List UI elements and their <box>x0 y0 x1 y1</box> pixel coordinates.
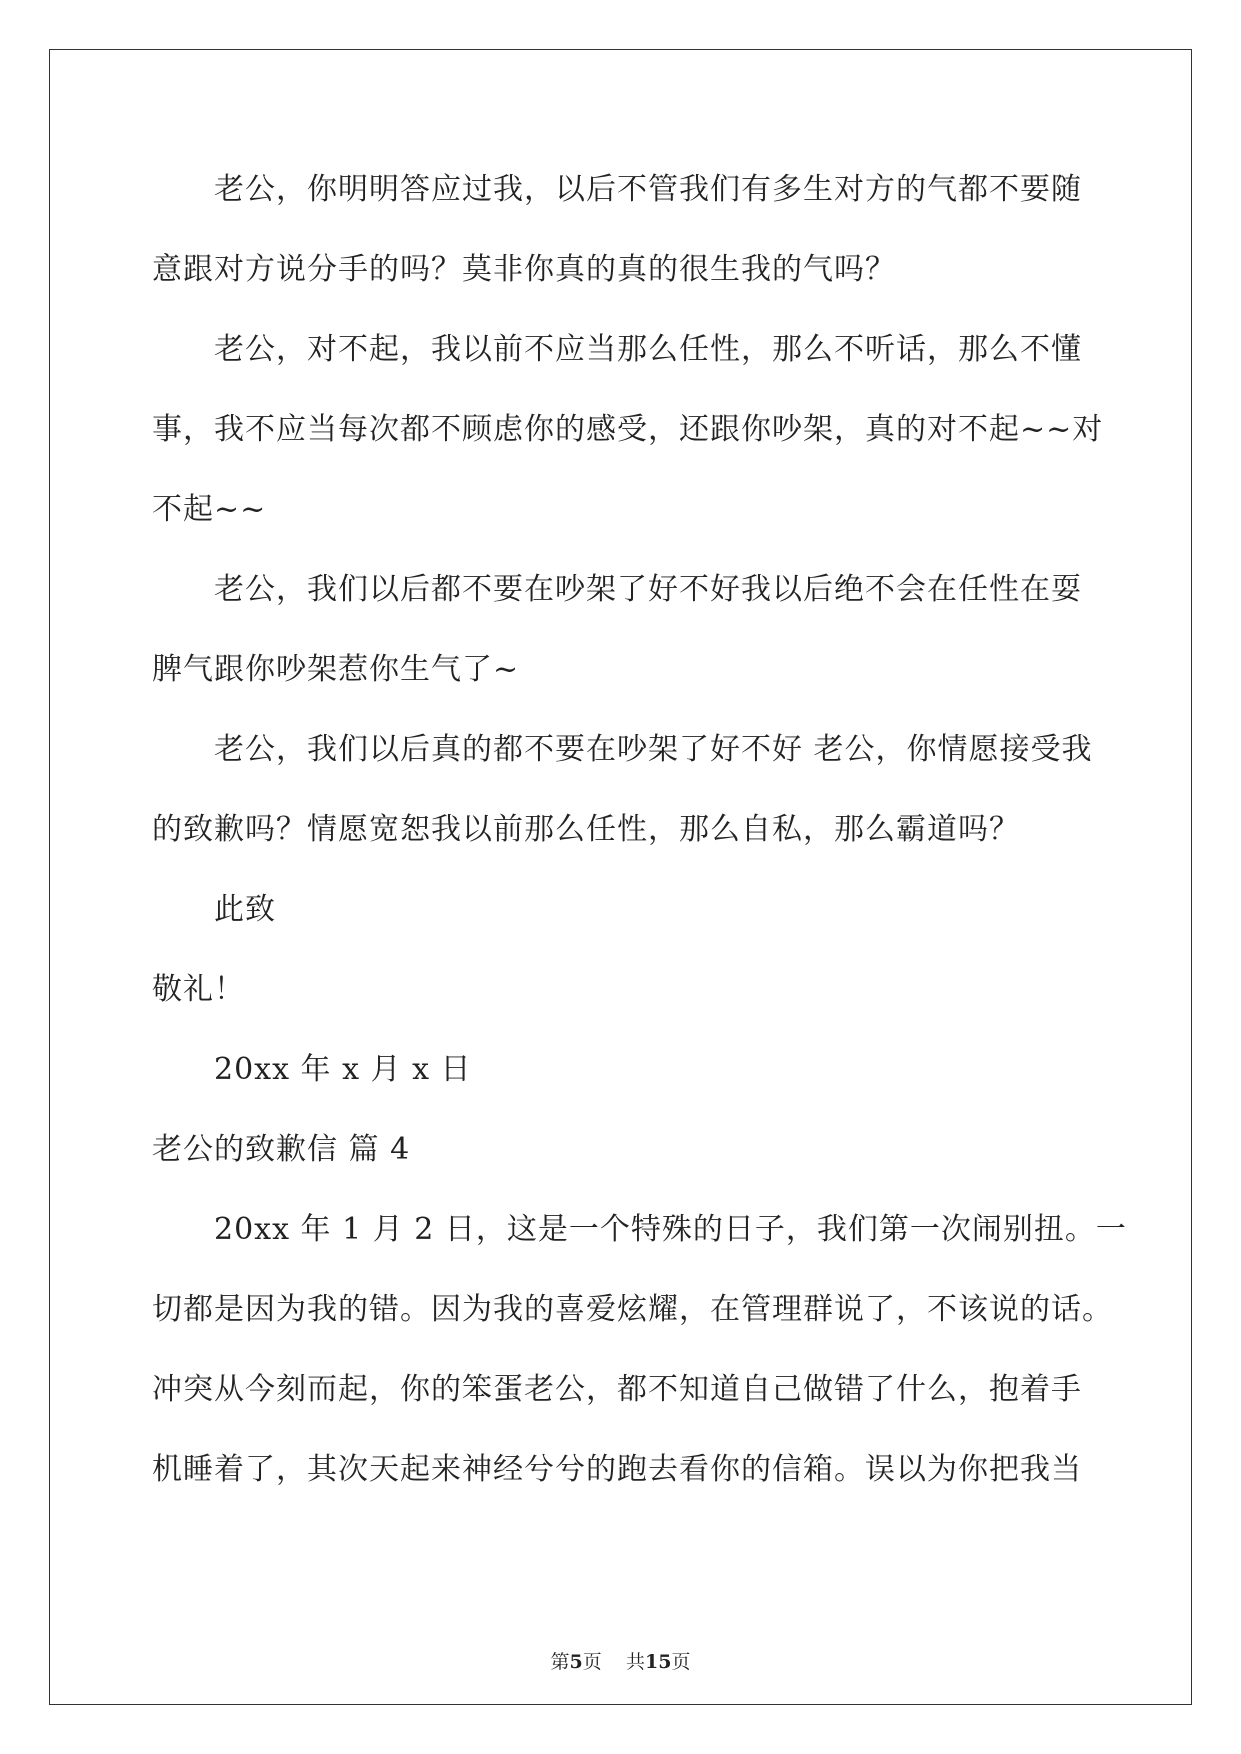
page-total-number: 15 <box>644 1651 672 1673</box>
total-prefix: 共 <box>625 1651 645 1673</box>
body-text-line: 冲突从今刻而起，你的笨蛋老公，都不知道自己做错了什么，抱着手 <box>152 1372 1082 1407</box>
section-heading: 老公的致歉信 篇 4 <box>152 1132 411 1167</box>
body-text-line: 不起~~ <box>152 492 267 527</box>
body-text-line: 20xx 年 1 月 2 日，这是一个特殊的日子，我们第一次闹别扭。一 <box>214 1212 1127 1247</box>
letter-date: 20xx 年 x 月 x 日 <box>214 1052 472 1087</box>
body-text-line: 的致歉吗？情愿宽恕我以前那么任性，那么自私，那么霸道吗？ <box>152 812 1020 847</box>
body-text-line: 事，我不应当每次都不顾虑你的感受，还跟你吵架，真的对不起~~对 <box>152 412 1104 447</box>
body-text-line: 老公，我们以后都不要在吵架了好不好我以后绝不会在任性在耍 <box>214 572 1082 607</box>
page-current-number: 5 <box>569 1651 583 1673</box>
body-text-line: 机睡着了，其次天起来神经兮兮的跑去看你的信箱。误以为你把我当 <box>152 1452 1082 1487</box>
page-footer <box>0 1650 1241 1674</box>
total-suffix: 页 <box>671 1651 691 1673</box>
body-text-line: 意跟对方说分手的吗？莫非你真的真的很生我的气吗？ <box>152 252 896 287</box>
page-suffix: 页 <box>582 1651 602 1673</box>
body-text-line: 切都是因为我的错。因为我的喜爱炫耀，在管理群说了，不该说的话。 <box>152 1292 1113 1327</box>
closing-regards: 敬礼！ <box>152 972 245 1007</box>
body-text-line: 脾气跟你吵架惹你生气了~ <box>152 652 520 687</box>
page-prefix: 第 <box>550 1651 570 1673</box>
body-text-line: 老公，你明明答应过我，以后不管我们有多生对方的气都不要随 <box>214 172 1082 207</box>
body-text-line: 老公，对不起，我以前不应当那么任性，那么不听话，那么不懂 <box>214 332 1082 367</box>
closing-salutation: 此致 <box>214 892 276 927</box>
body-text-line: 老公，我们以后真的都不要在吵架了好不好 老公，你情愿接受我 <box>214 732 1093 767</box>
